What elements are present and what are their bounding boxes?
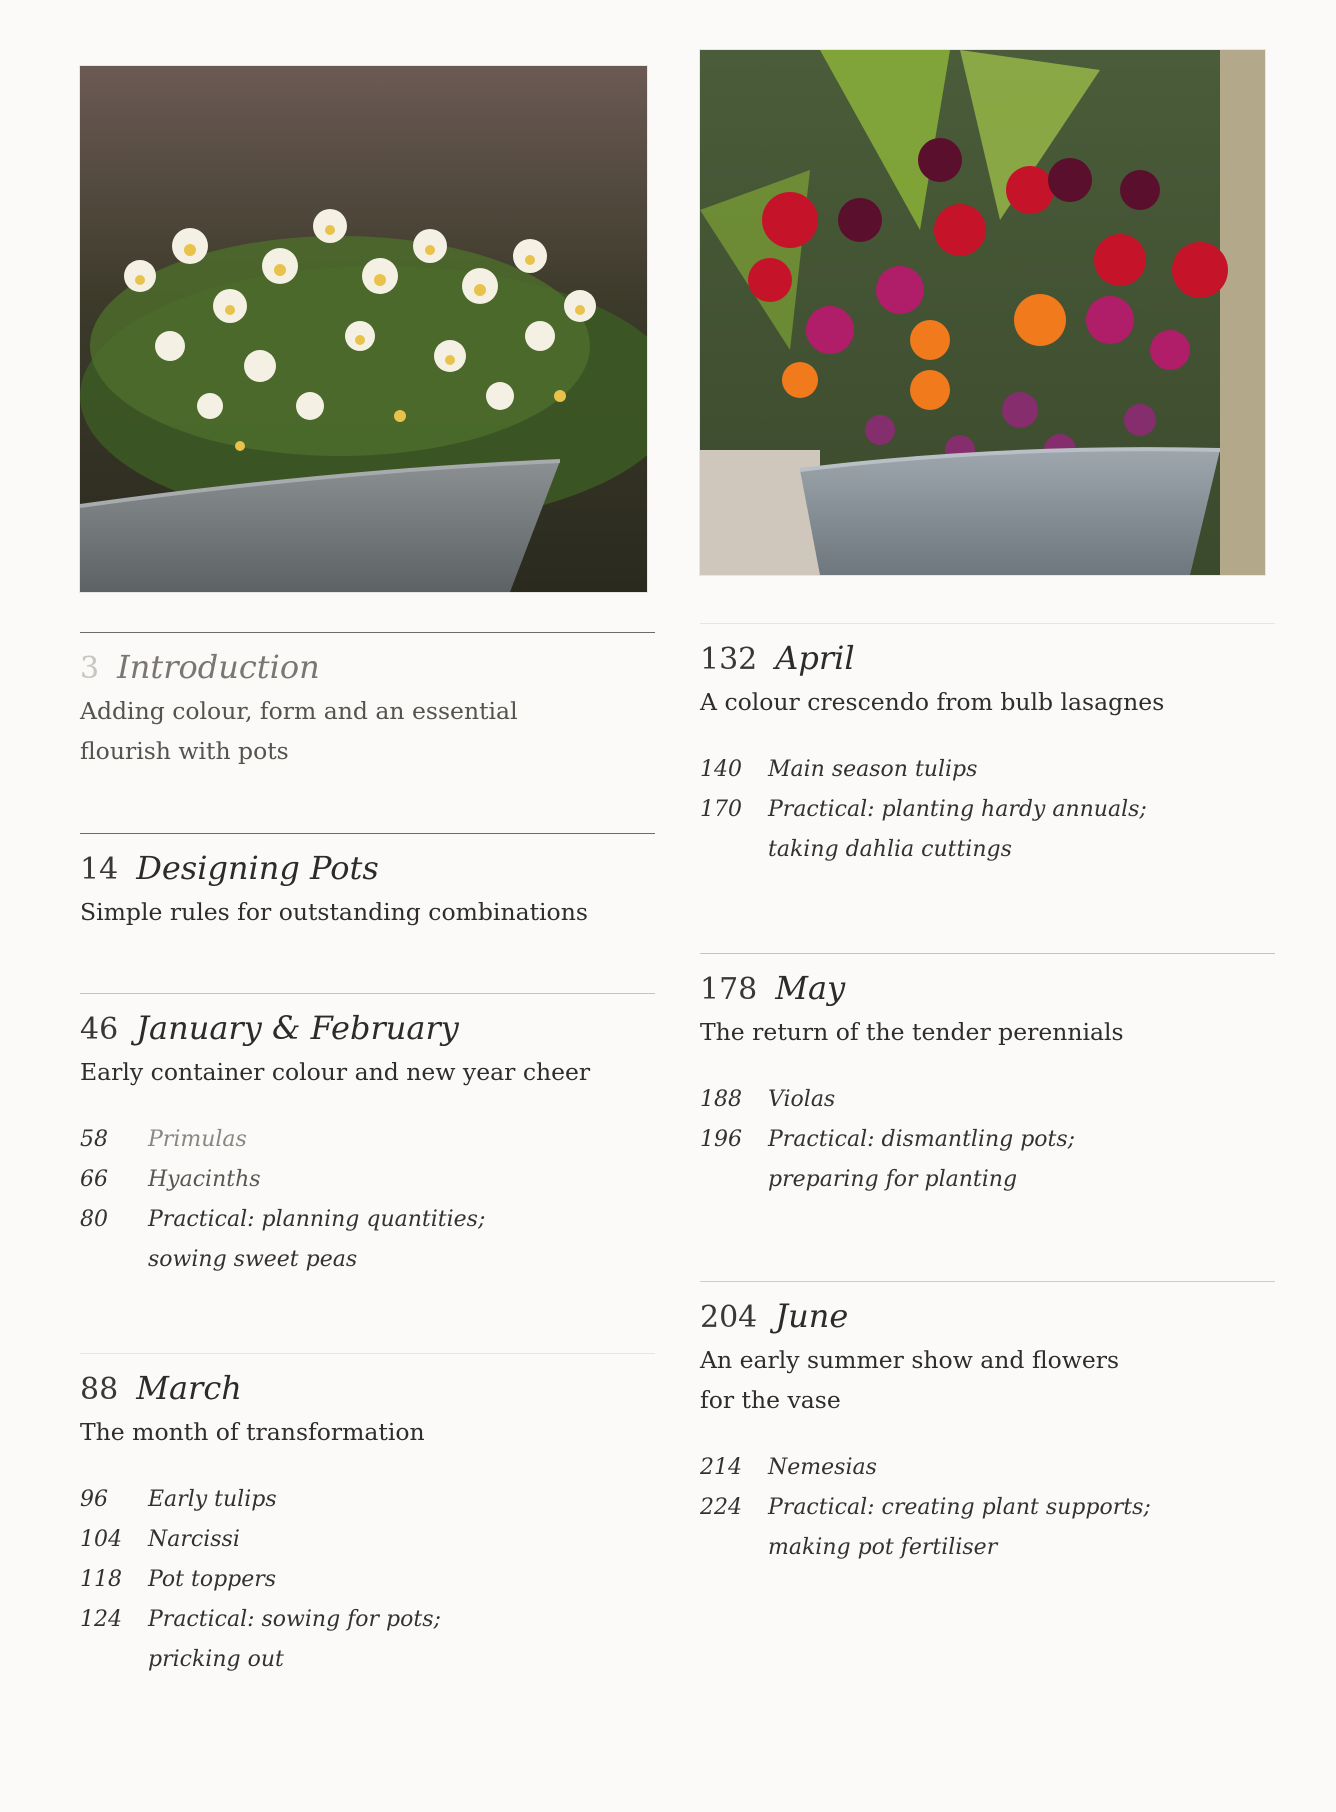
section-subtitle xyxy=(700,1340,1275,1420)
subtitle-line: Simple rules for outstanding combinations xyxy=(80,898,588,926)
entry-title-line: pricking out xyxy=(148,1647,284,1672)
section-subtitle xyxy=(80,691,655,771)
entry-page-number: 188 xyxy=(700,1087,742,1112)
section-rule xyxy=(80,1353,655,1354)
entry-title: Primulas xyxy=(148,1127,247,1152)
entry-title-line: making pot fertiliser xyxy=(768,1535,998,1560)
photo-daffodils-in-tub xyxy=(80,66,647,592)
toc-section-june xyxy=(700,1281,1275,1568)
entry-page-number: 58 xyxy=(80,1127,108,1152)
section-page-number: 14 xyxy=(80,852,119,887)
section-heading xyxy=(80,647,655,689)
toc-entry xyxy=(80,1120,655,1160)
entry-title-line: Practical: creating plant supports; xyxy=(768,1495,1151,1520)
toc-entry xyxy=(700,790,1275,870)
subtitle-line: Early container colour and new year cheer xyxy=(80,1058,591,1086)
section-heading xyxy=(80,1008,655,1050)
daffodils-illustration xyxy=(80,66,647,592)
toc-entry xyxy=(80,1200,655,1280)
section-entries xyxy=(700,1448,1275,1568)
entry-title: Violas xyxy=(768,1087,836,1112)
entry-title: Pot toppers xyxy=(148,1567,277,1592)
section-title: Designing Pots xyxy=(136,849,379,887)
section-heading xyxy=(80,848,655,890)
photo-tulips-in-tub xyxy=(700,50,1265,575)
section-subtitle xyxy=(80,1412,655,1452)
section-title: April xyxy=(775,639,855,677)
section-title: Introduction xyxy=(117,648,320,686)
entry-title: Hyacinths xyxy=(148,1167,261,1192)
section-title: March xyxy=(136,1369,242,1407)
toc-section-january-february xyxy=(80,993,655,1280)
toc-entry xyxy=(80,1160,655,1200)
entry-title-line: preparing for planting xyxy=(768,1167,1018,1192)
subtitle-line: The return of the tender perennials xyxy=(700,1018,1124,1046)
section-rule xyxy=(80,993,655,994)
tulips-illustration xyxy=(700,50,1265,575)
toc-entry xyxy=(700,1488,1275,1568)
toc-entry xyxy=(80,1600,655,1680)
section-title: May xyxy=(775,969,846,1007)
section-page-number: 3 xyxy=(80,651,100,686)
toc-entry xyxy=(80,1560,655,1600)
section-page-number: 46 xyxy=(80,1012,119,1047)
section-subtitle xyxy=(700,1012,1275,1052)
entry-title xyxy=(768,1120,1075,1200)
entry-page-number: 124 xyxy=(80,1607,122,1632)
toc-entry xyxy=(700,1448,1275,1488)
entry-page-number: 66 xyxy=(80,1167,108,1192)
entry-title-line: Practical: planning quantities; xyxy=(148,1207,486,1232)
entry-title-line: Practical: planting hardy annuals; xyxy=(768,797,1147,822)
toc-section-april xyxy=(700,623,1275,870)
entry-page-number: 170 xyxy=(700,797,742,822)
entry-title xyxy=(768,790,1147,870)
section-rule xyxy=(700,953,1275,954)
subtitle-line: A colour crescendo from bulb lasagnes xyxy=(700,688,1165,716)
entry-title: Nemesias xyxy=(768,1455,877,1480)
toc-section-march xyxy=(80,1353,655,1680)
section-title: June xyxy=(775,1297,849,1335)
entry-title-line: taking dahlia cuttings xyxy=(768,837,1012,862)
entry-title xyxy=(148,1200,485,1280)
entry-title xyxy=(148,1600,441,1680)
section-page-number: 204 xyxy=(700,1300,758,1335)
subtitle-line: flourish with pots xyxy=(80,737,289,765)
section-rule xyxy=(700,1281,1275,1282)
subtitle-line: The month of transformation xyxy=(80,1418,425,1446)
entry-title xyxy=(768,1488,1151,1568)
section-entries xyxy=(700,1080,1275,1200)
toc-section-designing-pots xyxy=(80,833,655,932)
entry-page-number: 104 xyxy=(80,1527,122,1552)
section-rule xyxy=(80,833,655,834)
toc-section-introduction xyxy=(80,632,655,771)
entry-title-line: Practical: sowing for pots; xyxy=(148,1607,441,1632)
subtitle-line: Adding colour, form and an essential xyxy=(80,697,518,725)
section-heading xyxy=(700,1296,1275,1338)
section-entries xyxy=(80,1480,655,1680)
section-entries xyxy=(80,1120,655,1280)
section-entries xyxy=(700,750,1275,870)
section-subtitle xyxy=(80,1052,655,1092)
section-page-number: 88 xyxy=(80,1372,119,1407)
entry-title-line: sowing sweet peas xyxy=(148,1247,358,1272)
section-subtitle xyxy=(700,682,1275,722)
section-heading xyxy=(700,968,1275,1010)
section-page-number: 132 xyxy=(700,642,758,677)
entry-title: Narcissi xyxy=(148,1527,240,1552)
entry-page-number: 140 xyxy=(700,757,742,782)
entry-page-number: 224 xyxy=(700,1495,742,1520)
toc-entry xyxy=(700,1080,1275,1120)
subtitle-line: An early summer show and flowers xyxy=(700,1346,1120,1374)
section-title: January & February xyxy=(136,1009,459,1047)
toc-entry xyxy=(700,750,1275,790)
entry-title: Main season tulips xyxy=(768,757,978,782)
section-heading xyxy=(700,638,1275,680)
entry-title: Early tulips xyxy=(148,1487,277,1512)
toc-entry xyxy=(80,1520,655,1560)
entry-title-line: Practical: dismantling pots; xyxy=(768,1127,1076,1152)
subtitle-line: for the vase xyxy=(700,1386,841,1414)
toc-section-may xyxy=(700,953,1275,1200)
section-page-number: 178 xyxy=(700,972,758,1007)
toc-entry xyxy=(700,1120,1275,1200)
entry-page-number: 96 xyxy=(80,1487,108,1512)
section-heading xyxy=(80,1368,655,1410)
entry-page-number: 196 xyxy=(700,1127,742,1152)
section-rule xyxy=(700,623,1275,624)
section-rule xyxy=(80,632,655,633)
section-subtitle xyxy=(80,892,655,932)
toc-entry xyxy=(80,1480,655,1520)
entry-page-number: 214 xyxy=(700,1455,742,1480)
entry-page-number: 80 xyxy=(80,1207,108,1232)
entry-page-number: 118 xyxy=(80,1567,122,1592)
